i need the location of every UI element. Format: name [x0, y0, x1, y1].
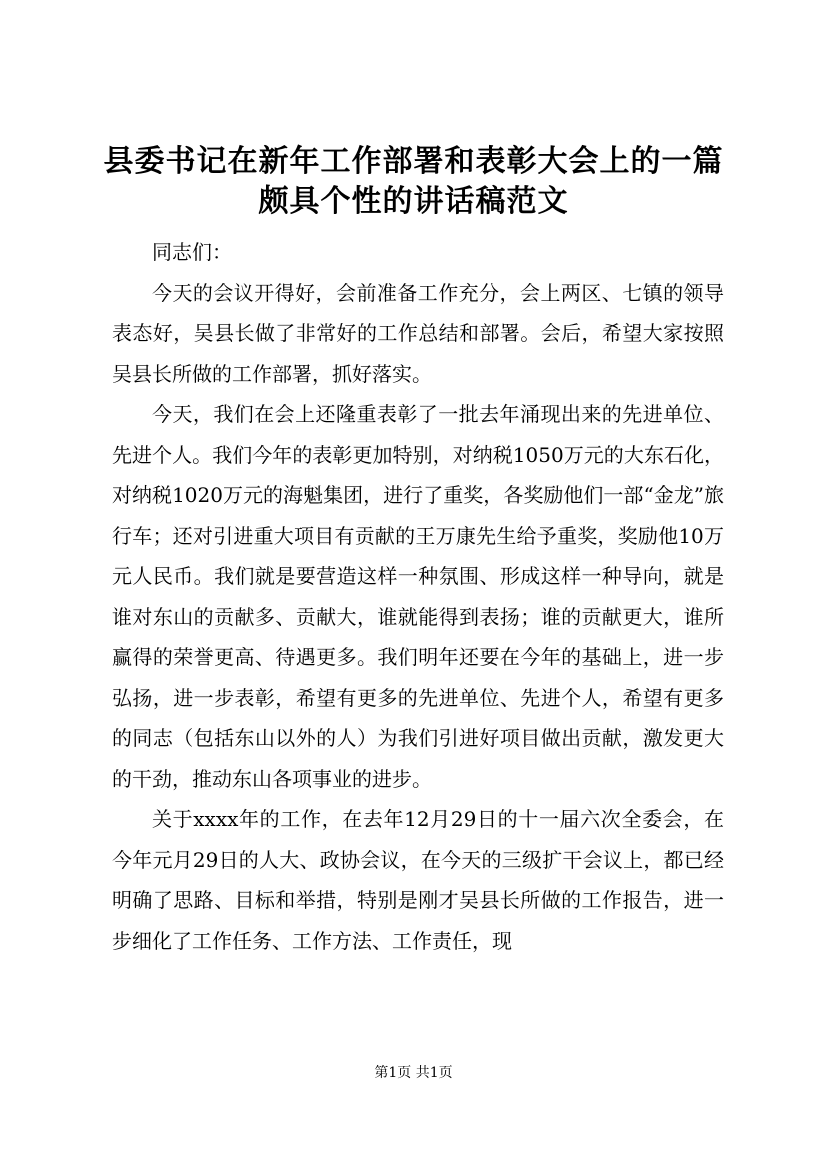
- page-footer: 第1页 共1页: [374, 1065, 453, 1081]
- paragraph-salutation: 同志们：: [152, 240, 232, 264]
- document-body: [112, 232, 724, 961]
- paragraph: 关于xxxx年的工作，在去年12月29日的十一届六次全委会，在今年元月29日的人大、政协会议，在今天的三级扩干会议上，都已经明确了思路、目标和举措，特别是刚才吴县长所做的工作报告，进一步细化了工作任务、工作方法、工作责任，现: [112, 807, 724, 953]
- paragraph: 今天，我们在会上还隆重表彰了一批去年涌现出来的先进单位、先进个人。我们今年的表彰更加特别，对纳税1050万元的大东石化，对纳税1020万元的海魁集团，进行了重奖，各奖励他们一部“金龙”旅行车；还对引进重大项目有贡献的王万康先生给予重奖，奖励他10万元人民币。我们就是要营造这样一种氛围、形成这样一种导向，就是谁对东山的贡献多、贡献大，谁就能得到表扬；谁的贡献更大，谁所赢得的荣誉更高、待遇更多。我们明年还要在今年的基础上，进一步弘扬，进一步表彰，希望有更多的先进单位、先进个人，希望有更多的同志（包括东山以外的人）为我们引进好项目做出贡献，激发更大的干劲，推动东山各项事业的进步。: [112, 402, 724, 791]
- document-title: 县委书记在新年工作部署和表彰大会上的一篇颇具个性的讲话稿范文: [103, 144, 724, 219]
- paragraph: 今天的会议开得好，会前准备工作充分，会上两区、七镇的领导表态好，吴县长做了非常好的工作总结和部署。会后，希望大家按照吴县长所做的工作部署，抓好落实。: [112, 280, 724, 386]
